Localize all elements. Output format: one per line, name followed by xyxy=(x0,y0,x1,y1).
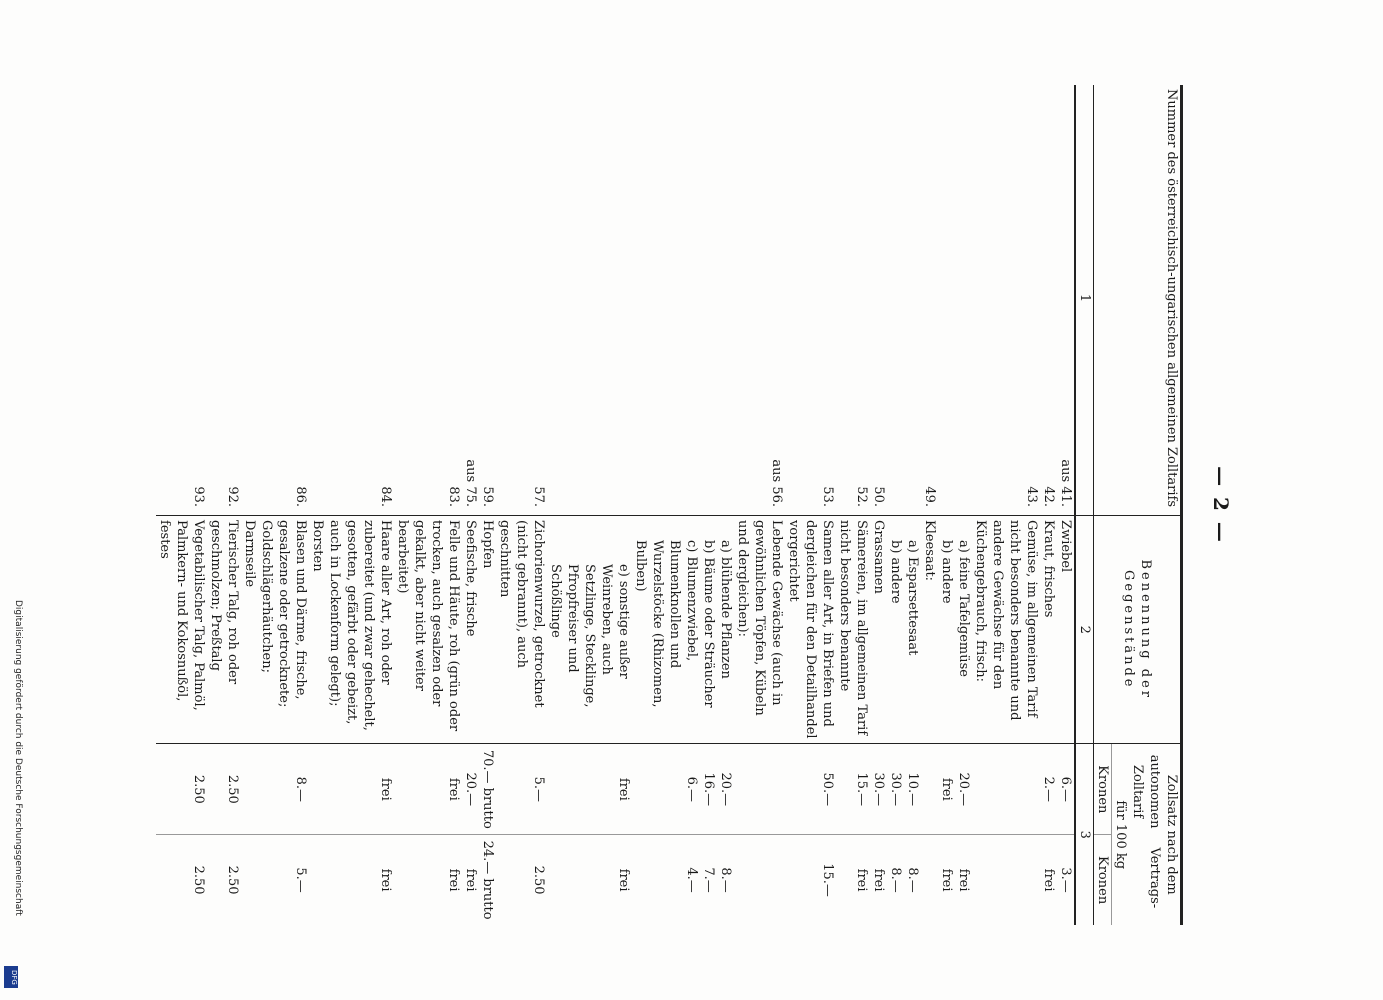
rate-autonomous: 2.50 xyxy=(156,744,207,835)
dfg-logo: DFG xyxy=(4,966,18,988)
table-row xyxy=(836,85,870,925)
item-description: a) feine Tafelgemüse xyxy=(955,516,972,744)
tariff-number xyxy=(700,85,717,516)
table-row xyxy=(156,85,207,925)
rate-contract xyxy=(972,835,1040,925)
tariff-number: 43. xyxy=(972,85,1040,516)
rate-contract: frei xyxy=(956,868,971,892)
rate-contract: 2.50 xyxy=(191,865,206,895)
rate-autonomous: frei xyxy=(309,744,394,835)
tariff-number: 93. xyxy=(156,85,207,516)
header-unit-a: Kronen xyxy=(1094,744,1112,835)
table-row xyxy=(241,85,309,925)
table-row xyxy=(904,85,921,925)
rate-contract: 8.— xyxy=(888,867,903,893)
rate-contract: frei xyxy=(939,868,954,892)
rate-autonomous: 30.— xyxy=(887,744,904,835)
rate-contract: 8.— xyxy=(905,867,920,893)
rate-contract: 4.— xyxy=(684,867,699,893)
col-index-1: 1 xyxy=(1075,85,1094,516)
funding-note xyxy=(8,600,24,985)
table-row xyxy=(309,85,394,925)
item-description: Sämereien, im allgemeinen Tarif nicht besonders benannte xyxy=(836,516,870,744)
tariff-number xyxy=(887,85,904,516)
item-description: c) Blumenzwiebel, Blumenknollen und Wurzelstöcke (Rhizomen, Bulben) xyxy=(632,516,700,744)
table-row xyxy=(462,85,479,925)
rate-autonomous: 20.— xyxy=(955,744,972,835)
table-row xyxy=(496,85,547,925)
table-row xyxy=(785,85,836,925)
tariff-number: aus 56. xyxy=(734,85,785,516)
tariff-number: 42. xyxy=(1040,85,1057,516)
tariff-number xyxy=(547,85,632,516)
rate-contract: 7.— xyxy=(701,867,716,893)
rate-contract: frei xyxy=(616,868,631,892)
rate-autonomous: 8.— xyxy=(241,744,309,835)
page-number: — 2 — xyxy=(1209,466,1233,544)
item-description: Samen aller Art, in Briefen und dergleichen für den Detailhandel vorgerichtet xyxy=(785,516,836,744)
item-description: Kleesaat: xyxy=(921,516,938,744)
tariff-number: 92. xyxy=(207,85,241,516)
table-row xyxy=(1057,85,1075,925)
rate-autonomous: 6.— xyxy=(1057,744,1075,835)
rate-contract xyxy=(921,835,938,925)
rate-autonomous: 5.— xyxy=(496,744,547,835)
rate-autonomous xyxy=(972,744,1040,835)
table-row xyxy=(1040,85,1057,925)
rate-contract: 24.— brutto xyxy=(480,840,495,920)
tariff-number: 83. xyxy=(394,85,462,516)
header-col3a: autonomen Zolltarif xyxy=(1130,754,1162,829)
table-row xyxy=(972,85,1040,925)
rate-autonomous: 30.— xyxy=(870,744,887,835)
header-col2: Benennung der Gegenstände xyxy=(1094,516,1182,744)
tariff-number: 59. xyxy=(479,85,496,516)
header-per: für 100 kg xyxy=(1113,800,1128,870)
table-row xyxy=(887,85,904,925)
table-row xyxy=(717,85,734,925)
rate-autonomous: 70.— brutto xyxy=(479,744,496,835)
rate-contract: frei xyxy=(854,868,869,892)
table-row xyxy=(734,85,785,925)
rate-contract xyxy=(734,835,785,925)
rate-autonomous: 16.— xyxy=(700,744,717,835)
item-description: Lebende Gewächse (auch in gewöhnlichen Töpfen, Kübeln und dergleichen): xyxy=(734,516,785,744)
header-col1: Nummer des österreichisch-ungarischen allgemeinen Zolltarifs xyxy=(1094,85,1182,516)
tariff-number xyxy=(632,85,700,516)
item-description: a) blühende Pflanzen xyxy=(717,516,734,744)
rate-autonomous xyxy=(921,744,938,835)
rate-autonomous: 2.— xyxy=(1040,744,1057,835)
item-description: b) andere xyxy=(887,516,904,744)
tariff-number: 86. xyxy=(241,85,309,516)
header-unit-b: Kronen xyxy=(1094,835,1112,925)
rate-autonomous: 2.50 xyxy=(207,744,241,835)
rate-autonomous: frei xyxy=(394,744,462,835)
tariff-number: 57. xyxy=(496,85,547,516)
table-row xyxy=(700,85,717,925)
rate-autonomous: 6.— xyxy=(632,744,700,835)
rate-contract: 2.50 xyxy=(225,865,240,895)
rate-autonomous: 20.— xyxy=(462,744,479,835)
item-description: Hopfen xyxy=(479,516,496,744)
item-description: Tierischer Talg, roh oder geschmolzen; Preßtalg xyxy=(207,516,241,744)
rate-autonomous xyxy=(734,744,785,835)
item-description: Zwiebel xyxy=(1057,516,1075,744)
tariff-number xyxy=(938,85,955,516)
table-row xyxy=(870,85,887,925)
rate-contract: frei xyxy=(871,868,886,892)
tariff-number xyxy=(717,85,734,516)
rate-autonomous: 20.— xyxy=(717,744,734,835)
rate-contract: frei xyxy=(446,868,461,892)
table-row xyxy=(479,85,496,925)
rate-contract: 15.— xyxy=(820,863,835,897)
tariff-number xyxy=(904,85,921,516)
item-description: Kraut, frisches xyxy=(1040,516,1057,744)
tariff-number: 53. xyxy=(785,85,836,516)
tariff-number: 49. xyxy=(921,85,938,516)
table-row xyxy=(955,85,972,925)
table-row xyxy=(921,85,938,925)
item-description: b) Bäume oder Sträucher xyxy=(700,516,717,744)
item-description: Haare aller Art, roh oder zubereitet (und zwar gehechelt, gesotten, gefärbt oder gebeizt, auch in Lockenform gelegt); Borsten xyxy=(309,516,394,744)
table-row xyxy=(938,85,955,925)
rate-contract: frei xyxy=(463,868,478,892)
tariff-number: 52. xyxy=(836,85,870,516)
rate-autonomous: 10.— xyxy=(904,744,921,835)
funding-note-text: Digitalisierung gefördert durch die Deutsche Forschungsgemeinschaft xyxy=(13,600,23,916)
rate-contract: 2.50 xyxy=(531,865,546,895)
item-description: e) sonstige außer Weinreben, auch Setzlinge, Stecklinge, Pfropfreiser und Schößlinge xyxy=(547,516,632,744)
tariff-number: aus 75. xyxy=(462,85,479,516)
item-description: Blasen und Därme, frische, gesalzene oder getrocknete; Goldschlägerhäutchen; Darmseile xyxy=(241,516,309,744)
table-row xyxy=(547,85,632,925)
header-col3-group: Zollsatz nach dem autonomen Zolltarif Vertrags- für 100 kg xyxy=(1112,744,1182,925)
item-description: Zichorienwurzel, getrocknet (nicht gebrannt), auch geschnitten xyxy=(496,516,547,744)
item-description: b) andere xyxy=(938,516,955,744)
table-row xyxy=(394,85,462,925)
table-row xyxy=(207,85,241,925)
col-index-3: 3 xyxy=(1075,744,1094,925)
item-description: Vegetabilischer Talg, Palmöl, Palmkern- und Kokosnußöl, festes xyxy=(156,516,207,744)
header-col3b: Vertrags- xyxy=(1147,847,1162,909)
rate-contract: frei xyxy=(1041,868,1056,892)
tariff-table xyxy=(156,85,1183,925)
item-description: Felle und Häute, roh (grün oder trocken, auch gesalzen oder gekalkt, aber nicht weiter bearbeitet) xyxy=(394,516,462,744)
rate-autonomous: 15.— xyxy=(836,744,870,835)
tariff-number: 84. xyxy=(309,85,394,516)
item-description: Seefische, frische xyxy=(462,516,479,744)
item-description: Gemüse, im allgemeinen Tarif nicht besonders benannte und andere Gewächse für den Küchengebrauch, frisch: xyxy=(972,516,1040,744)
rate-autonomous: 50.— xyxy=(785,744,836,835)
rate-contract: 8.— xyxy=(718,867,733,893)
rate-contract: frei xyxy=(378,868,393,892)
table-row xyxy=(632,85,700,925)
col-index-2: 2 xyxy=(1075,516,1094,744)
rotated-tariff-page xyxy=(123,85,1243,925)
item-description: Grassamen xyxy=(870,516,887,744)
tariff-number: 50. xyxy=(870,85,887,516)
tariff-number xyxy=(955,85,972,516)
rate-contract: 3.— xyxy=(1058,867,1073,893)
rate-contract: 5.— xyxy=(293,867,308,893)
item-description: a) Esparsettesaat xyxy=(904,516,921,744)
rate-autonomous: frei xyxy=(938,744,955,835)
rate-autonomous: frei xyxy=(547,744,632,835)
tariff-number: aus 41. xyxy=(1057,85,1075,516)
